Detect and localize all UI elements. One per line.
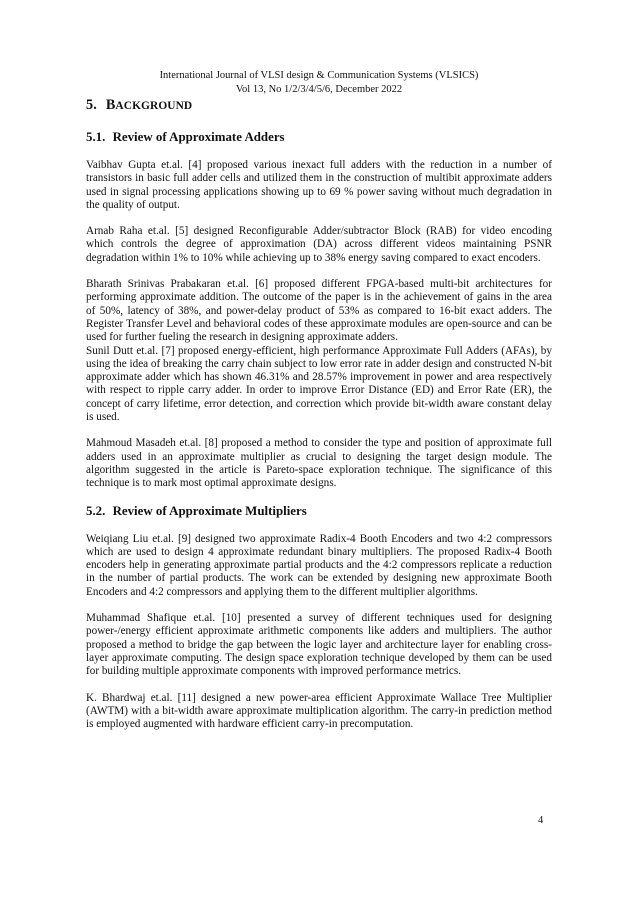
paragraph-bhardwaj: K. Bhardwaj et.al. [11] designed a new power-area efficient Approximate Wallace Tree Multiplier (AWTM) with a bit-width aware approximate multiplication algorithm. The carry-in prediction method is employed augmented with hardware efficient carry-in precomputation. [86, 691, 552, 731]
paragraph-shafique: Muhammad Shafique et.al. [10] presented a survey of different techniques used for designing power-/energy efficient approximate arithmetic components like adders and multipliers. The author proposed a method to bridge the gap between the logic layer and architecture layer for enabling cross-layer approximate computing. The design space exploration technique developed by them can be used for building multiple approximate components with improved performance metrics. [86, 612, 552, 678]
section-title-rest: ACKGROUND [115, 100, 193, 112]
paragraph-dutt: Sunil Dutt et.al. [7] proposed energy-efficient, high performance Approximate Full Adders (AFAs), by using the idea of breaking the carry chain subject to low error rate in adder design and constructed N-bit approximate adder which has shown 46.31% and 28.57% improvement in power and area respectively with respect to ripple carry adder. In order to improve Error Distance (ED) and Error Rate (ER), the concept of carry lifetime, error detection, and correction which provide bit-width aware constant delay is used. [86, 344, 552, 424]
paragraph-liu: Weiqiang Liu et.al. [9] designed two approximate Radix-4 Booth Encoders and two 4:2 compressors which are used to design 4 approximate redundant binary multipliers. The proposed Radix-4 Booth encoders help in generating approximate partial products and the 4:2 compressors replicate a reduction in the number of partial products. The work can be extended by designing new approximate Booth Encoders and 4:2 compressors and applying them to the different multiplier algorithms. [86, 532, 552, 598]
volume-info: Vol 13, No 1/2/3/4/5/6, December 2022 [235, 83, 403, 95]
paragraph-prabakaran: Bharath Srinivas Prabakaran et.al. [6] proposed different FPGA-based multi-bit architectures for performing approximate addition. The outcome of the paper is in the achievement of gains in the area of 50%, latency of 38%, and power-delay product of 53% as compared to 16-bit exact adders. The Register Transfer Level and behavioral codes of these approximate modules are open-source and can be used for further fueling the research in designing approximate adders. [86, 278, 552, 344]
subsection-title: Review of Approximate Adders [112, 130, 285, 144]
section-title-initial: B [105, 97, 116, 113]
subsection-title: Review of Approximate Multipliers [112, 503, 307, 518]
subsection-number: 5.2. [86, 503, 106, 518]
subsection-heading-adders [86, 130, 552, 145]
paragraph-raha: Arnab Raha et.al. [5] designed Reconfigurable Adder/subtractor Block (RAB) for video encoding which controls the degree of approximation (DA) across different videos maintaining PSNR degradation within 1% to 10% while achieving up to 38% energy saving compared to exact encoders. [86, 225, 552, 264]
paragraph-gupta: Vaibhav Gupta et.al. [4] proposed various inexact full adders with the reduction in a number of transistors in basic full adder cells and utilized them in the construction of multibit approximate adders used in signal processing applications showing up to 69 % power saving without much degradation in the quality of output. [86, 159, 552, 211]
paragraph-masadeh: Mahmoud Masadeh et.al. [8] proposed a method to consider the type and position of approximate full adders used in an approximate multiplier as crucial to designing the target design module. The algorithm suggested in the article is Pareto-space exploration technique. The significance of this technique is to mark most optimal approximate designs. [86, 437, 552, 490]
subsection-heading-multipliers [86, 504, 552, 519]
subsection-number: 5.1. [86, 130, 106, 144]
section-number: 5. [86, 97, 97, 113]
section-heading [86, 97, 552, 114]
running-header [0, 69, 638, 96]
page-number: 4 [538, 815, 544, 826]
journal-name: International Journal of VLSI design & Communication Systems (VLSICS) [159, 70, 479, 81]
main-content [86, 97, 552, 744]
